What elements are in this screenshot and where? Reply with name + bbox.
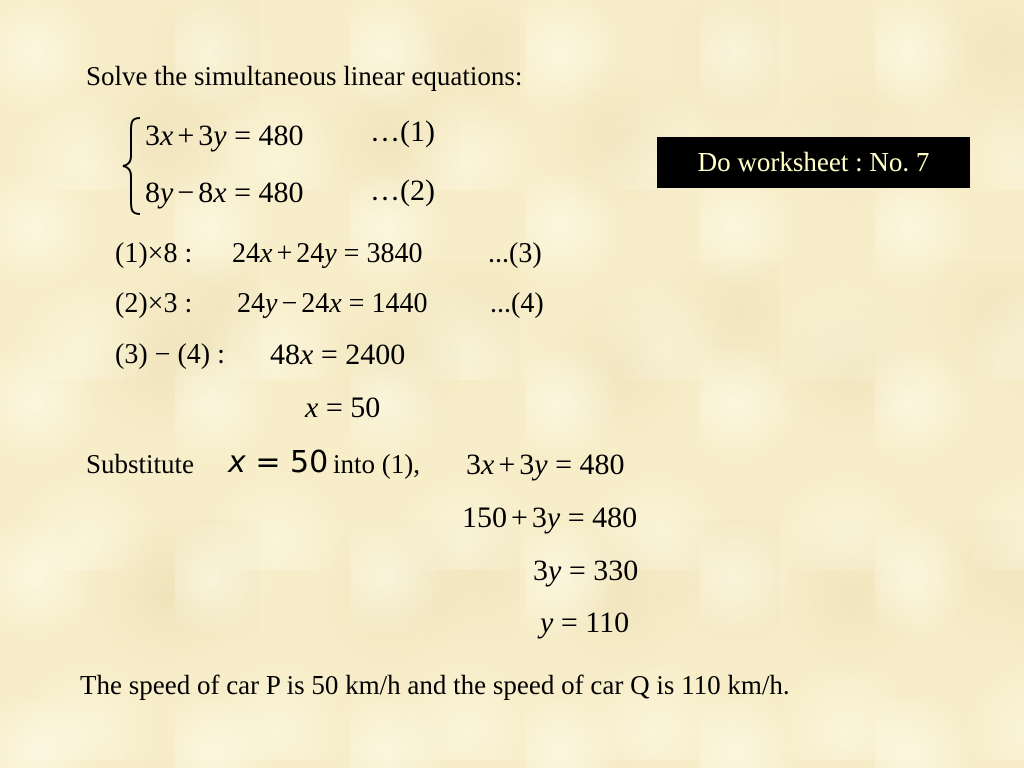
substitute-word: Substitute [86, 449, 195, 479]
equation-2: 8y − 8x = 480 [145, 176, 304, 209]
step-3-tag: ...(3) [488, 238, 542, 269]
step-3-label: (1)×8 : [115, 238, 193, 269]
step-5-equation: 48x = 2400 [270, 338, 406, 371]
substitute-value: x = 50 [228, 445, 329, 480]
step-4-label: (2)×3 : [115, 288, 193, 319]
step-6-equation: x = 50 [305, 391, 381, 424]
instruction-text: Solve the simultaneous linear equations: [86, 61, 523, 91]
step-4-equation: 24y − 24x = 1440 [237, 288, 428, 319]
step-3-equation: 24x + 24y = 3840 [232, 238, 423, 269]
substitute-into: into (1), [333, 449, 420, 479]
worksheet-badge: Do worksheet : No. 7 [657, 137, 970, 188]
step-5-label: (3) − (4) : [115, 339, 225, 370]
substitute-line-4: y = 110 [540, 606, 630, 639]
substitute-line-2: 150 + 3y = 480 [462, 501, 638, 534]
substitute-line-1: 3x + 3y = 480 [466, 448, 625, 481]
equation-1: 3x + 3y = 480 [145, 119, 304, 152]
equation-2-tag: …(2) [370, 174, 435, 207]
equation-1-tag: …(1) [370, 115, 435, 148]
substitute-line-3: 3y = 330 [533, 554, 639, 587]
step-4-tag: ...(4) [490, 288, 544, 319]
left-brace-icon [120, 116, 144, 216]
conclusion-text: The speed of car P is 50 km/h and the speed of car Q is 110 km/h. [80, 670, 790, 700]
